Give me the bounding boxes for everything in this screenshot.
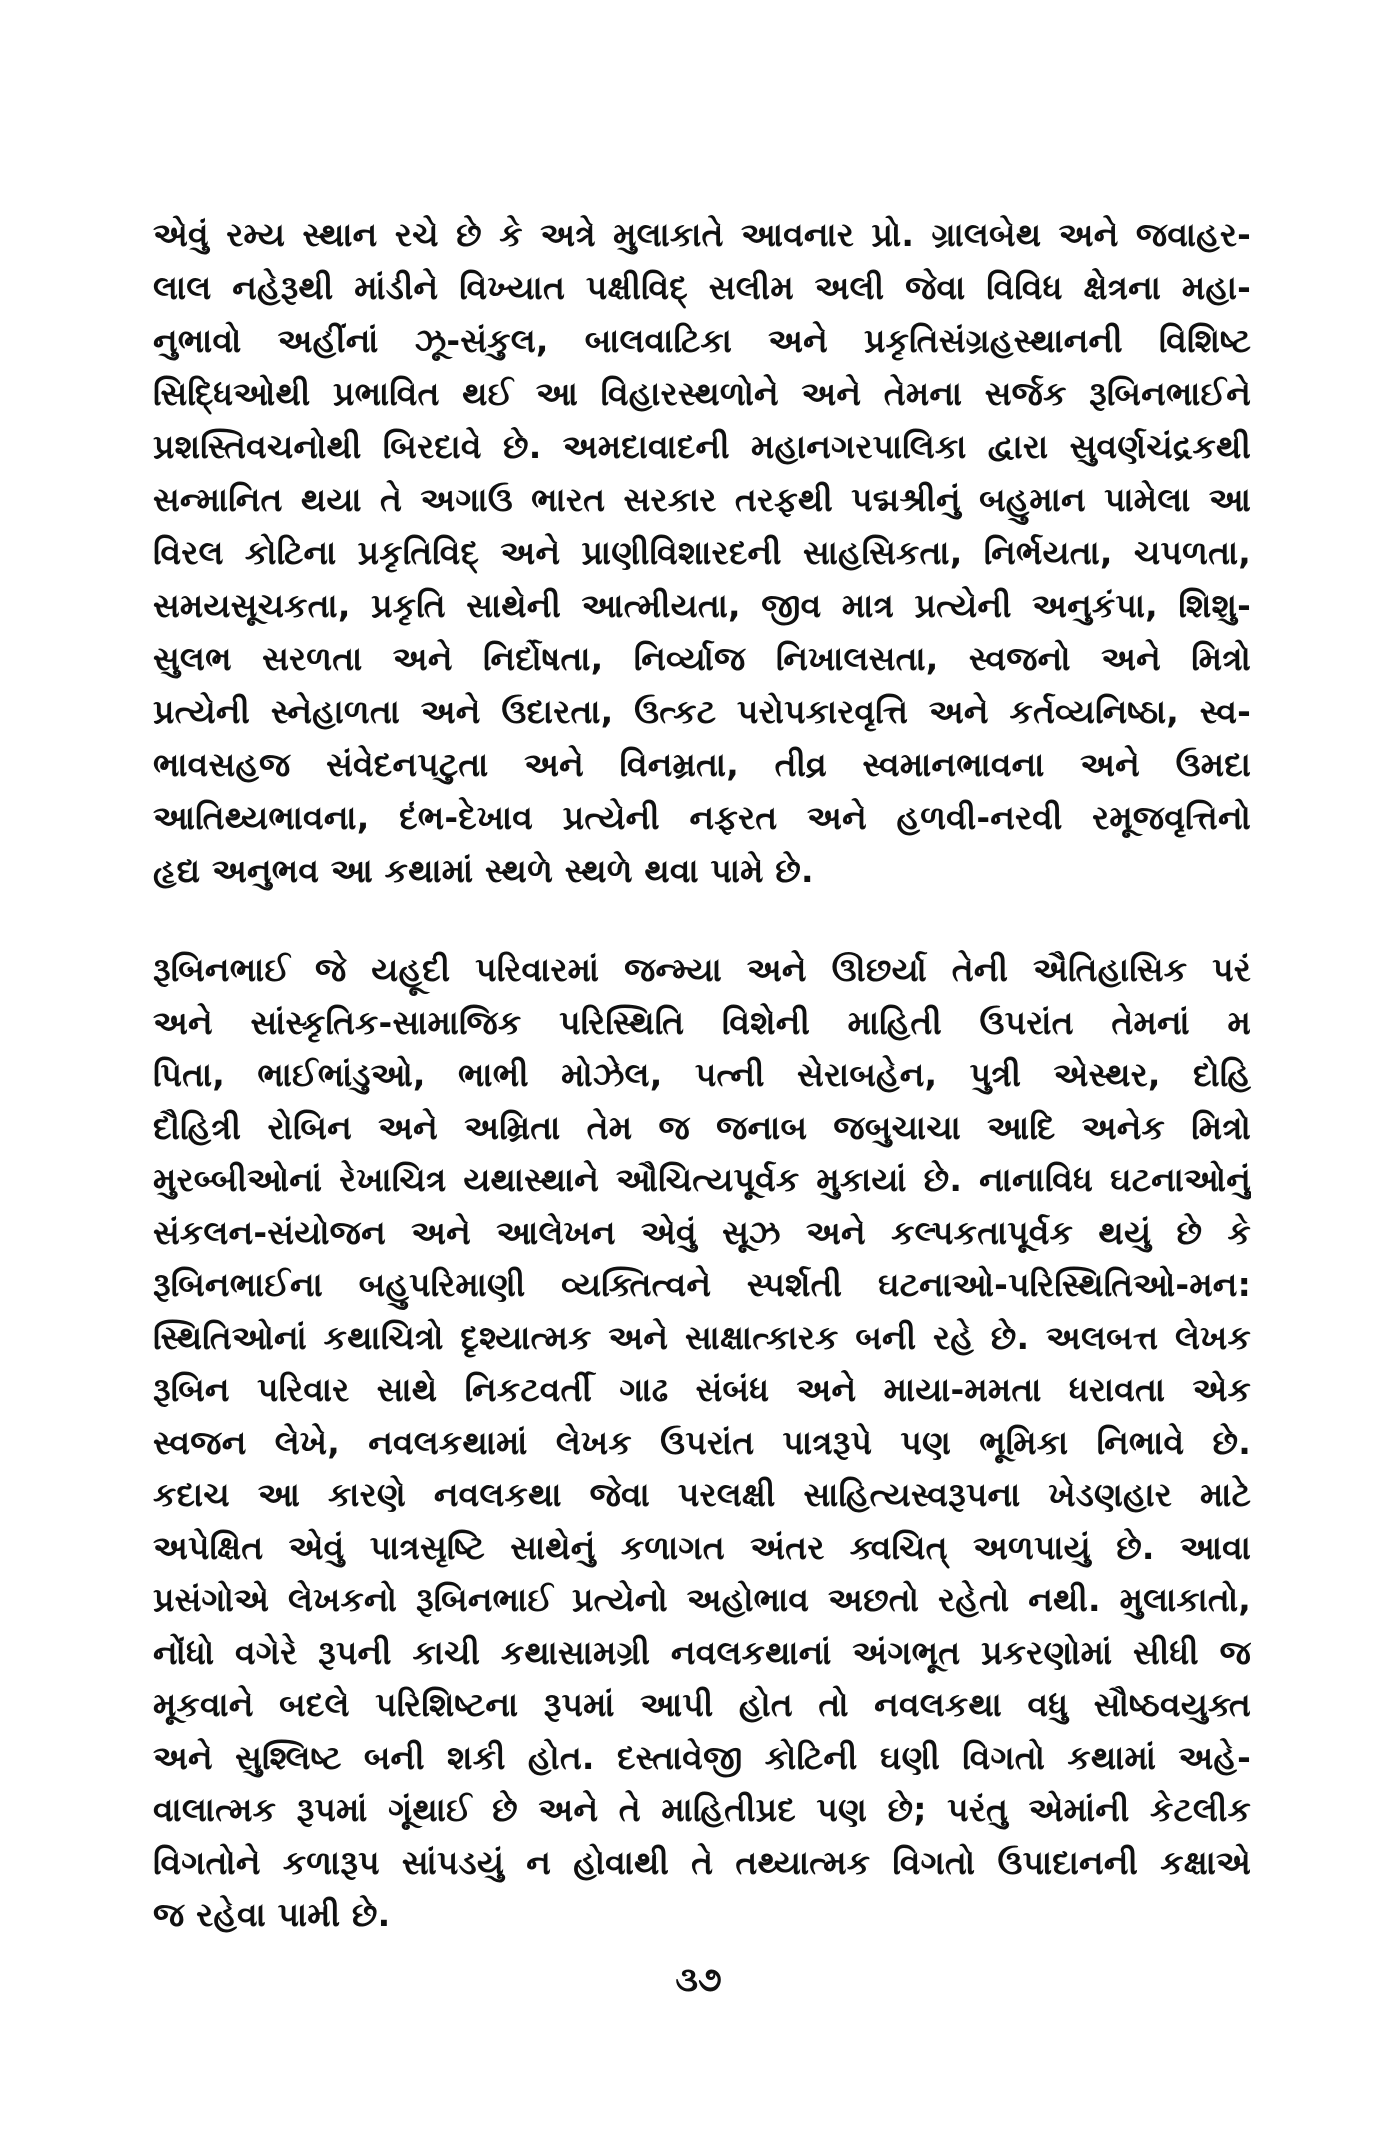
text-line: કદાચ આ કારણે નવલકથા જેવા પરલક્ષી સાહિત્યસ્વરૂપના ખેડણહાર માટે xyxy=(153,1475,1251,1514)
text-line: સુલભ સરળતા અને નિર્દોષતા, નિર્વ્યાજ નિખાલસતા, સ્વજનો અને મિત્રો xyxy=(153,639,1251,678)
text-line: અપેક્ષિત એવું પાત્રસૃષ્ટિ સાથેનું કળાગત અંતર ક્વચિત્ અળપાયું છે. આવા xyxy=(153,1527,1251,1567)
text-line: વિગતોને કળારૂપ સાંપડયું ન હોવાથી તે તથ્યાત્મક વિગતો ઉપાદાનની કક્ષાએ xyxy=(153,1842,1251,1882)
paragraph-1 xyxy=(153,208,1251,897)
text-line: વાલાત્મક રૂપમાં ગૂંથાઈ છે અને તે માહિતીપ્રદ પણ છે; પરંતુ એમાંની કેટલીક xyxy=(153,1790,1251,1829)
text-line: પ્રસંગોએ લેખકનો રૂબિનભાઈ પ્રત્યેનો અહોભાવ અછતો રહેતો નથી. મુલાકાતો, xyxy=(153,1580,1251,1619)
text-line: સન્માનિત થયા તે અગાઉ ભારત સરકાર તરફથી પદ્મશ્રીનું બહુમાન પામેલા આ xyxy=(153,480,1251,519)
text-line: ભાવસહજ સંવેદનપટુતા અને વિનમ્રતા, તીવ્ર સ્વમાનભાવના અને ઉમદા xyxy=(153,745,1251,784)
text-line: રૂબિન પરિવાર સાથે નિકટવર્તી ગાઢ સંબંધ અને માયા-મમતા ધરાવતા એક xyxy=(153,1370,1251,1409)
text-line: વિરલ કોટિના પ્રકૃતિવિદ્ અને પ્રાણીવિશારદની સાહસિકતા, નિર્ભયતા, ચપળતા, xyxy=(153,533,1251,572)
text-line: સમયસૂચકતા, પ્રકૃતિ સાથેની આત્મીયતા, જીવ માત્ર પ્રત્યેની અનુકંપા, શિશુ- xyxy=(153,586,1251,625)
text-line: નુભાવો અહીંનાં ઝૂ-સંકુલ, બાલવાટિકા અને પ્રકૃતિસંગ્રહસ્થાનની વિશિષ્ટ xyxy=(153,321,1251,360)
text-line: સ્થિતિઓનાં કથાચિત્રો દૃશ્યાત્મક અને સાક્ષાત્કારક બની રહે છે. અલબત્ત લેખક xyxy=(153,1317,1251,1357)
text-line: સ્વજન લેખે, નવલકથામાં લેખક ઉપરાંત પાત્રરૂપે પણ ભૂમિકા નિભાવે છે. xyxy=(153,1422,1251,1462)
text-line: અને સાંસ્કૃતિક-સામાજિક પરિસ્થિતિ વિશેની માહિતી ઉપરાંત તેમનાં મ xyxy=(153,1002,1251,1042)
text-line: રૂબિનભાઈ જે યહૂદી પરિવારમાં જન્મ્યા અને ઊછર્યા તેની ઐતિહાસિક પરં xyxy=(153,950,1251,989)
text-line: અને સુશ્લિષ્ટ બની શકી હોત. દસ્તાવેજી કોટિની ઘણી વિગતો કથામાં અહે- xyxy=(153,1737,1251,1777)
text-line: પ્રશસ્તિવચનોથી બિરદાવે છે. અમદાવાદની મહાનગરપાલિકા દ્વારા સુવર્ણચંદ્રકથી xyxy=(153,427,1251,466)
text-line: મુરબ્બીઓનાં રેખાચિત્ર યથાસ્થાને ઔચિત્યપૂર્વક મુકાયાં છે. નાનાવિધ ઘટનાઓનું xyxy=(153,1160,1251,1199)
text-line: હૃદ્ય અનુભવ આ કથામાં સ્થળે સ્થળે થવા પામે છે. xyxy=(153,851,814,890)
text-line: સંકલન-સંયોજન અને આલેખન એવું સૂઝ અને કલ્પકતાપૂર્વક થયું છે કે xyxy=(153,1212,1251,1252)
text-line: દૌહિત્રી રોબિન અને અમ્રિતા તેમ જ જનાબ જબુચાચા આદિ અનેક મિત્રો xyxy=(153,1107,1251,1147)
text-line: મૂકવાને બદલે પરિશિષ્ટના રૂપમાં આપી હોત તો નવલકથા વધુ સૌષ્ઠવયુક્ત xyxy=(153,1685,1251,1724)
text-line: સિદ્ધિઓથી પ્રભાવિત થઈ આ વિહારસ્થળોને અને તેમના સર્જક રૂબિનભાઈને xyxy=(153,374,1251,413)
text-line: જ રહેવા પામી છે. xyxy=(153,1895,391,1934)
paragraph-2 xyxy=(153,944,1251,1942)
page-number: ૩૭ xyxy=(675,1960,722,2000)
text-line: પિતા, ભાઈભાંડુઓ, ભાભી મોઝેલ, પત્ની સેરાબહેન, પુત્રી એસ્થર, દોહિ xyxy=(153,1055,1251,1094)
text-line: લાલ નહેરૂથી માંડીને વિખ્યાત પક્ષીવિદ્ સલીમ અલી જેવા વિવિધ ક્ષેત્રના મહા- xyxy=(153,268,1251,307)
text-line: આતિથ્યભાવના, દંભ-દેખાવ પ્રત્યેની નફરત અને હળવી-નરવી રમૂજવૃત્તિનો xyxy=(153,798,1251,837)
text-line: એવું રમ્ય સ્થાન રચે છે કે અત્રે મુલાકાતે આવનાર પ્રો. ગ્રાલબેથ અને જવાહર- xyxy=(153,215,1251,254)
text-line: પ્રત્યેની સ્નેહાળતા અને ઉદારતા, ઉત્કટ પરોપકારવૃત્તિ અને કર્તવ્યનિષ્ઠા, સ્વ- xyxy=(153,692,1251,731)
text-line: નોંધો વગેરે રૂપની કાચી કથાસામગ્રી નવલકથાનાં અંગભૂત પ્રકરણોમાં સીધી જ xyxy=(153,1632,1251,1672)
text-line: રૂબિનભાઈના બહુપરિમાણી વ્યક્તિત્વને સ્પર્શતી ઘટનાઓ-પરિસ્થિતિઓ-મન: xyxy=(153,1265,1251,1304)
